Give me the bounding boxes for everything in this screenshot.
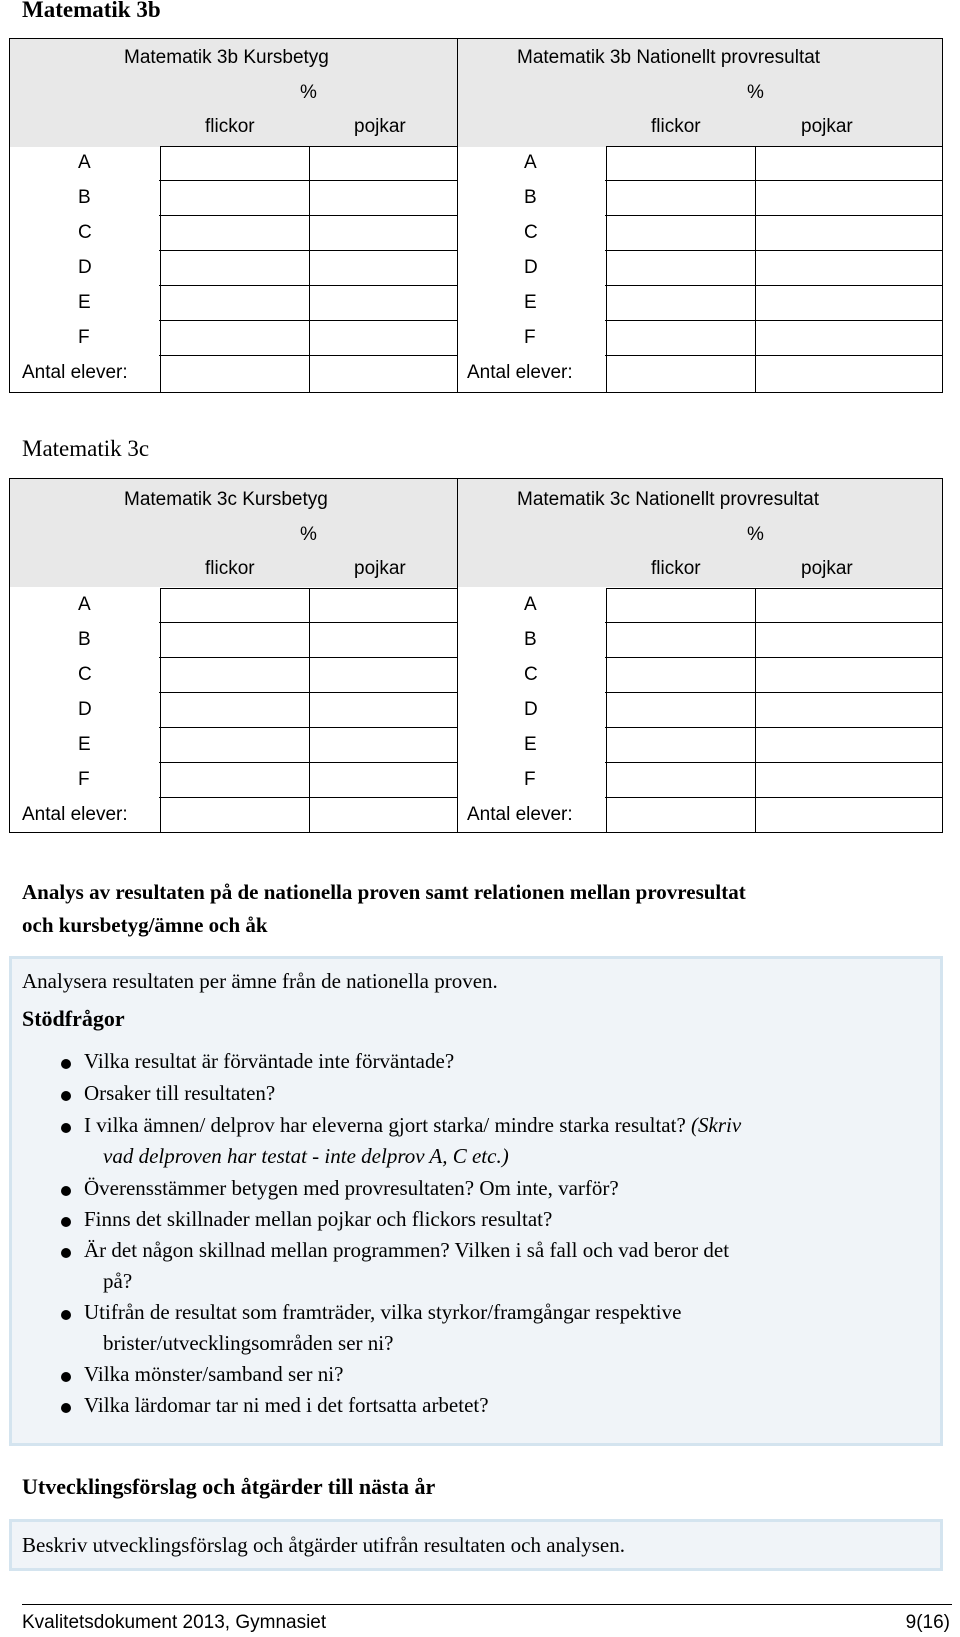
list-item: Orsaker till resultaten? [84,1081,276,1105]
np-header: Matematik 3c Nationellt provresultat [517,489,820,510]
list-item-continuation: på? [103,1269,133,1293]
grade-label: D [78,699,92,720]
grade-label: D [78,257,92,278]
list-item: Finns det skillnader mellan pojkar och flickors resultat? [84,1207,553,1231]
grade-label: C [78,664,92,685]
bullet-icon [61,1403,71,1413]
grade-label: B [524,629,537,650]
development-box[interactable] [9,1519,943,1571]
grade-label: F [524,327,536,348]
bullet-icon [61,1248,71,1258]
antal-label: Antal elever: [22,362,128,383]
pojkar-label: pojkar [354,558,406,579]
grade-label: E [78,292,91,313]
footer-title: Kvalitetsdokument 2013, Gymnasiet [22,1612,327,1633]
development-text: Beskriv utvecklingsförslag och åtgärder utifrån resultaten och analysen. [22,1533,625,1557]
bullet-icon [61,1186,71,1196]
bullet-icon [61,1091,71,1101]
flickor-label-np: flickor [651,116,701,137]
flickor-label: flickor [205,558,255,579]
grade-label: F [78,327,90,348]
section-title-3b: Matematik 3b [22,0,161,22]
percent-label: % [300,82,317,103]
percent-label-np: % [747,524,764,545]
flickor-label-np: flickor [651,558,701,579]
list-item: Utifrån de resultat som framträder, vilka styrkor/framgångar respektive [84,1300,682,1324]
list-item: I vilka ämnen/ delprov har eleverna gjort starka/ mindre starka resultat? (Skriv [84,1113,742,1137]
grade-label: E [524,292,537,313]
analysis-box[interactable] [9,956,943,1446]
grade-label: E [78,734,91,755]
grade-label: A [524,594,537,615]
bullet-icon [61,1123,71,1133]
pojkar-label-np: pojkar [801,558,853,579]
grade-label: B [524,187,537,208]
grade-label: C [524,222,538,243]
percent-label-np: % [747,82,764,103]
development-heading: Utvecklingsförslag och åtgärder till nästa år [22,1474,436,1499]
list-item: Är det någon skillnad mellan programmen? Vilken i så fall och vad beror det [84,1238,730,1262]
analysis-intro: Analysera resultaten per ämne från de nationella proven. [22,969,498,993]
list-item: Vilka resultat är förväntade inte förväntade? [84,1049,455,1073]
analysis-subheading: Stödfrågor [22,1006,125,1031]
grade-label: A [524,152,537,173]
grade-table-3c [9,478,943,833]
pojkar-label: pojkar [354,116,406,137]
list-item-continuation: vad delproven har testat - inte delprov A, C etc.) [103,1144,509,1168]
grade-label: A [78,152,91,173]
grade-label: B [78,629,91,650]
list-item: Överensstämmer betygen med provresultaten? Om inte, varför? [84,1176,619,1200]
antal-label: Antal elever: [22,804,128,825]
np-header: Matematik 3b Nationellt provresultat [517,47,821,68]
grade-label: B [78,187,91,208]
pojkar-label-np: pojkar [801,116,853,137]
kurs-header: Matematik 3c Kursbetyg [124,489,328,510]
footer-rule [22,1604,952,1605]
flickor-label: flickor [205,116,255,137]
bullet-icon [61,1217,71,1227]
grade-label: C [524,664,538,685]
list-item: Vilka mönster/samband ser ni? [84,1362,344,1386]
list-item-continuation: brister/utvecklingsområden ser ni? [103,1331,394,1355]
page-number: 9(16) [905,1612,950,1633]
list-item: Vilka lärdomar tar ni med i det fortsatta arbetet? [84,1393,489,1417]
grade-label: E [524,734,537,755]
grade-label: D [524,699,538,720]
analysis-heading: Analys av resultaten på de nationella proven samt relationen mellan provresultat och kursbetyg/ämne och åk [22,880,746,937]
section-title-3c: Matematik 3c [22,436,150,461]
grade-label: C [78,222,92,243]
antal-label: Antal elever: [467,804,573,825]
grade-label: A [78,594,91,615]
percent-label: % [300,524,317,545]
grade-label: F [78,769,90,790]
bullet-icon [61,1059,71,1069]
grade-label: F [524,769,536,790]
kurs-header: Matematik 3b Kursbetyg [124,47,329,68]
grade-label: D [524,257,538,278]
bullet-icon [61,1372,71,1382]
antal-label: Antal elever: [467,362,573,383]
bullet-icon [61,1310,71,1320]
